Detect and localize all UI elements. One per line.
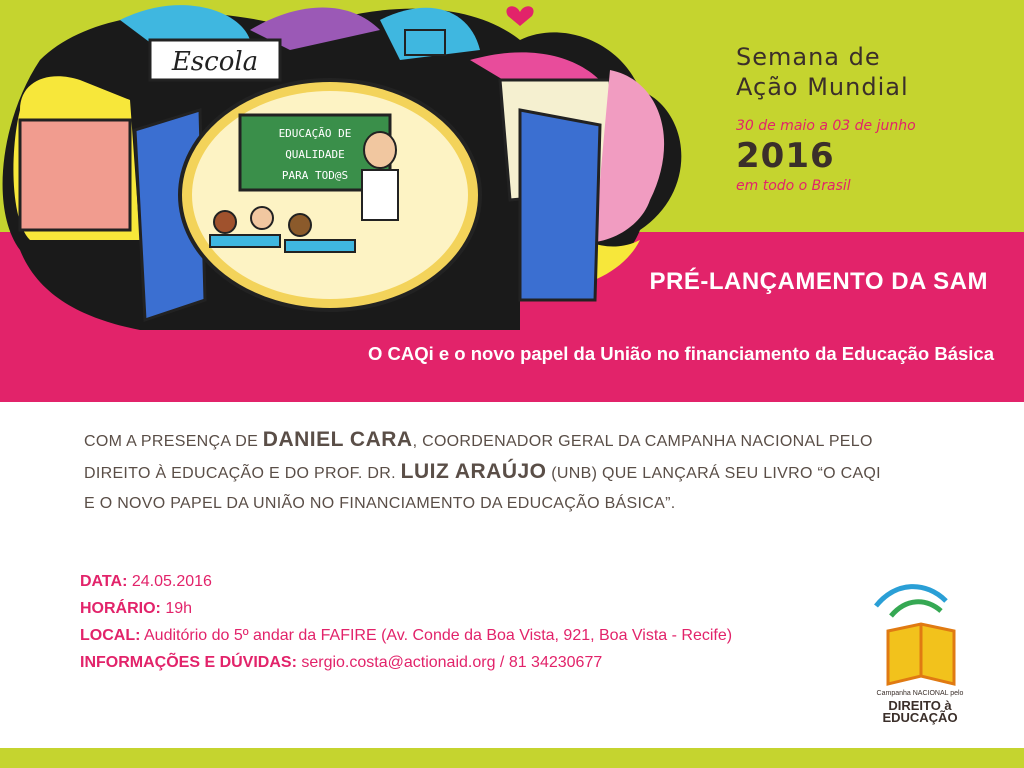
logo-line-2: DIREITO à <box>888 698 952 713</box>
info-date <box>80 568 732 595</box>
school-illustration <box>0 0 730 340</box>
event-title-line-2: Ação Mundial <box>736 73 909 101</box>
info-time <box>80 595 732 622</box>
intro-part-2: , COORDENADOR GERAL DA CAMPANHA NACIONAL PELO DIREITO À EDUCAÇÃO E DO PROF. DR. <box>84 433 873 482</box>
footer-band <box>0 748 1024 768</box>
event-title <box>736 42 909 102</box>
info-contact <box>80 649 732 676</box>
info-location <box>80 622 732 649</box>
info-time-label: HORÁRIO: <box>80 600 161 617</box>
info-contact-label: INFORMAÇÕES E DÚVIDAS: <box>80 654 297 671</box>
info-date-label: DATA: <box>80 573 128 590</box>
board-line-2: QUALIDADE <box>285 148 345 161</box>
event-year: 2016 <box>736 136 835 176</box>
event-title-line-1: Semana de <box>736 43 881 71</box>
banner-heading: PRÉ-LANÇAMENTO DA SAM <box>649 268 988 295</box>
event-location-scope: em todo o Brasil <box>736 178 851 194</box>
info-time-value: 19h <box>160 600 193 617</box>
board-line-3: PARA TOD@S <box>281 169 349 182</box>
intro-part-1: COM A PRESENÇA DE <box>84 433 263 450</box>
info-location-label: LOCAL: <box>80 627 141 644</box>
info-date-value: 24.05.2016 <box>127 573 212 590</box>
info-location-value: Auditório do 5º andar da FAFIRE (Av. Conde da Boa Vista, 921, Boa Vista - Recife) <box>140 627 733 644</box>
intro-part-3: (UNB) QUE LANÇARÁ SEU LIVRO “O CAQI E O NOVO PAPEL DA UNIÃO NO FINANCIAMENTO DA EDUCAÇÃO BÁSICA”. <box>84 465 881 512</box>
event-dates: 30 de maio a 03 de junho <box>736 118 916 134</box>
info-contact-value: sergio.costa@actionaid.org / 81 34230677 <box>296 654 603 671</box>
intro-paragraph <box>84 425 884 519</box>
laptop-icon <box>405 30 445 55</box>
banner-subtitle: O CAQi e o novo papel da União no financiamento da Educação Básica <box>367 343 994 364</box>
board-line-1: EDUCAÇÃO DE <box>278 127 352 140</box>
logo-text <box>870 688 970 724</box>
school-sign-text: Escola <box>171 47 259 77</box>
heart-icon <box>506 6 533 26</box>
speaker-name-2: LUIZ ARAÚJO <box>400 460 547 483</box>
speaker-name-1: DANIEL CARA <box>262 428 413 451</box>
logo-line-1: Campanha NACIONAL pelo <box>876 690 964 697</box>
logo-line-3: EDUCAÇÃO <box>882 710 958 725</box>
event-info <box>80 568 732 676</box>
